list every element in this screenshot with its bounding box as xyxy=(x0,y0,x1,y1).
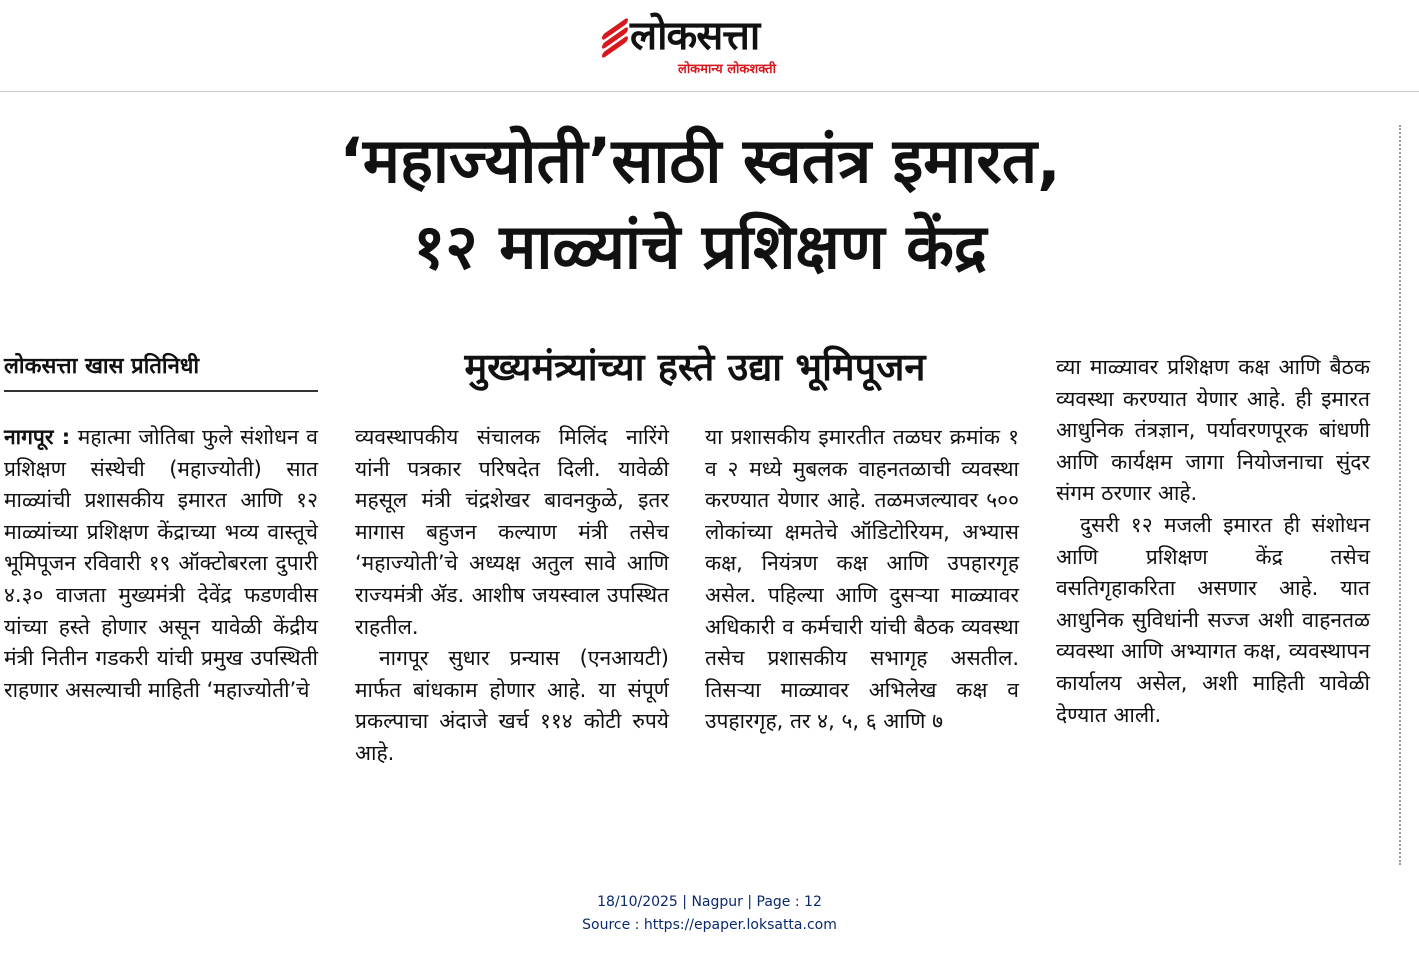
byline-divider xyxy=(4,390,318,392)
masthead-tagline: लोकमान्य लोकशक्ती xyxy=(678,62,776,77)
logo-mark-icon xyxy=(600,20,630,60)
masthead-name: लोकसत्ता xyxy=(630,13,760,59)
footer-date-page: 18/10/2025 | Nagpur | Page : 12 xyxy=(597,894,822,910)
column-3-paragraph-1: या प्रशासकीय इमारतीत तळघर क्रमांक १ व २ मध्ये मुबलक वाहनतळाची व्यवस्था करण्यात येणार आहे. तळमजल्यावर ५०० लोकांच्या क्षमतेचे ऑडिटोरियम, अभ्यास कक्ष, नियंत्रण कक्ष आणि उपहारगृह असेल. पहिल्या आणि दुसऱ्या माळ्यावर अधिकारी व कर्मचारी यांची बैठक व्यवस्था तसेच प्रशासकीय सभागृह असतील. तिसऱ्या माळ्यावर अभिलेख कक्ष व उपहारगृह, तर ४, ५, ६ आणि ७ xyxy=(705,425,1019,734)
article-column-2 xyxy=(355,422,669,770)
article-column-4 xyxy=(1056,352,1370,731)
byline: लोकसत्ता खास प्रतिनिधी xyxy=(4,354,200,379)
subheadline: मुख्यमंत्र्यांच्या हस्ते उद्या भूमिपूजन xyxy=(464,345,926,389)
column-2-paragraph-1: व्यवस्थापकीय संचालक मिलिंद नारिंगे यांनी पत्रकार परिषदेत दिली. यावेळी महसूल मंत्री चंद्रशेखर बावनकुळे, इतर मागास बहुजन कल्याण मंत्री तसेच ‘महाज्योती’चे अध्यक्ष अतुल सावे आणि राज्यमंत्री ॲड. आशीष जयस्वाल उपस्थित राहतील. xyxy=(355,425,669,639)
headline xyxy=(150,118,1250,290)
headline-line-2: १२ माळ्यांचे प्रशिक्षण केंद्र xyxy=(413,210,987,283)
page-edge-rule xyxy=(1399,125,1401,865)
headline-line-1: ‘महाज्योती’साठी स्वतंत्र इमारत, xyxy=(339,124,1061,197)
column-4-paragraph-2: दुसरी १२ मजली इमारत ही संशोधन आणि प्रशिक्षण केंद्र तसेच वसतिगृहाकरिता असणार आहे. यात आधुनिक सुविधांनी सज्ज अशी वाहनतळ व्यवस्था आणि अभ्यागत कक्ष, व्यवस्थापन कार्यालय असेल, अशी माहिती यावेळी देण्यात आली. xyxy=(1056,512,1370,727)
top-divider xyxy=(0,91,1419,92)
column-1-text: महात्मा जोतिबा फुले संशोधन व प्रशिक्षण संस्थेची (महाज्योती) सात माळ्यांची प्रशासकीय इमारत आणि १२ माळ्यांच्या प्रशिक्षण केंद्राच्या भव्य वास्तूचे भूमिपूजन रविवारी १९ ऑक्टोबरला दुपारी ४.३० वाजता मुख्यमंत्री देवेंद्र फडणवीस यांच्या हस्ते होणार असून यावेळी केंद्रीय मंत्री नितीन गडकरी यांची प्रमुख उपस्थिती राहणार असल्याची माहिती ‘महाज्योती’चे xyxy=(4,425,318,702)
article-column-3 xyxy=(705,422,1019,738)
article-column-1 xyxy=(4,422,318,706)
masthead-logo xyxy=(600,12,825,77)
column-4-paragraph-1: व्या माळ्यावर प्रशिक्षण कक्ष आणि बैठक व्यवस्था करण्यात येणार आहे. ही इमारत आधुनिक तंत्रज्ञान, पर्यावरणपूरक बांधणी आणि कार्यक्षम जागा नियोजनाचा सुंदर संगम ठरणार आहे. xyxy=(1056,355,1370,506)
footer-source: Source : https://epaper.loksatta.com xyxy=(582,917,837,933)
column-2-paragraph-2: नागपूर सुधार प्रन्यास (एनआयटी) मार्फत बांधकाम होणार आहे. या संपूर्ण प्रकल्पाचा अंदाजे खर्च ११४ कोटी रुपये आहे. xyxy=(355,646,669,765)
dateline: नागपूर : xyxy=(4,425,71,449)
